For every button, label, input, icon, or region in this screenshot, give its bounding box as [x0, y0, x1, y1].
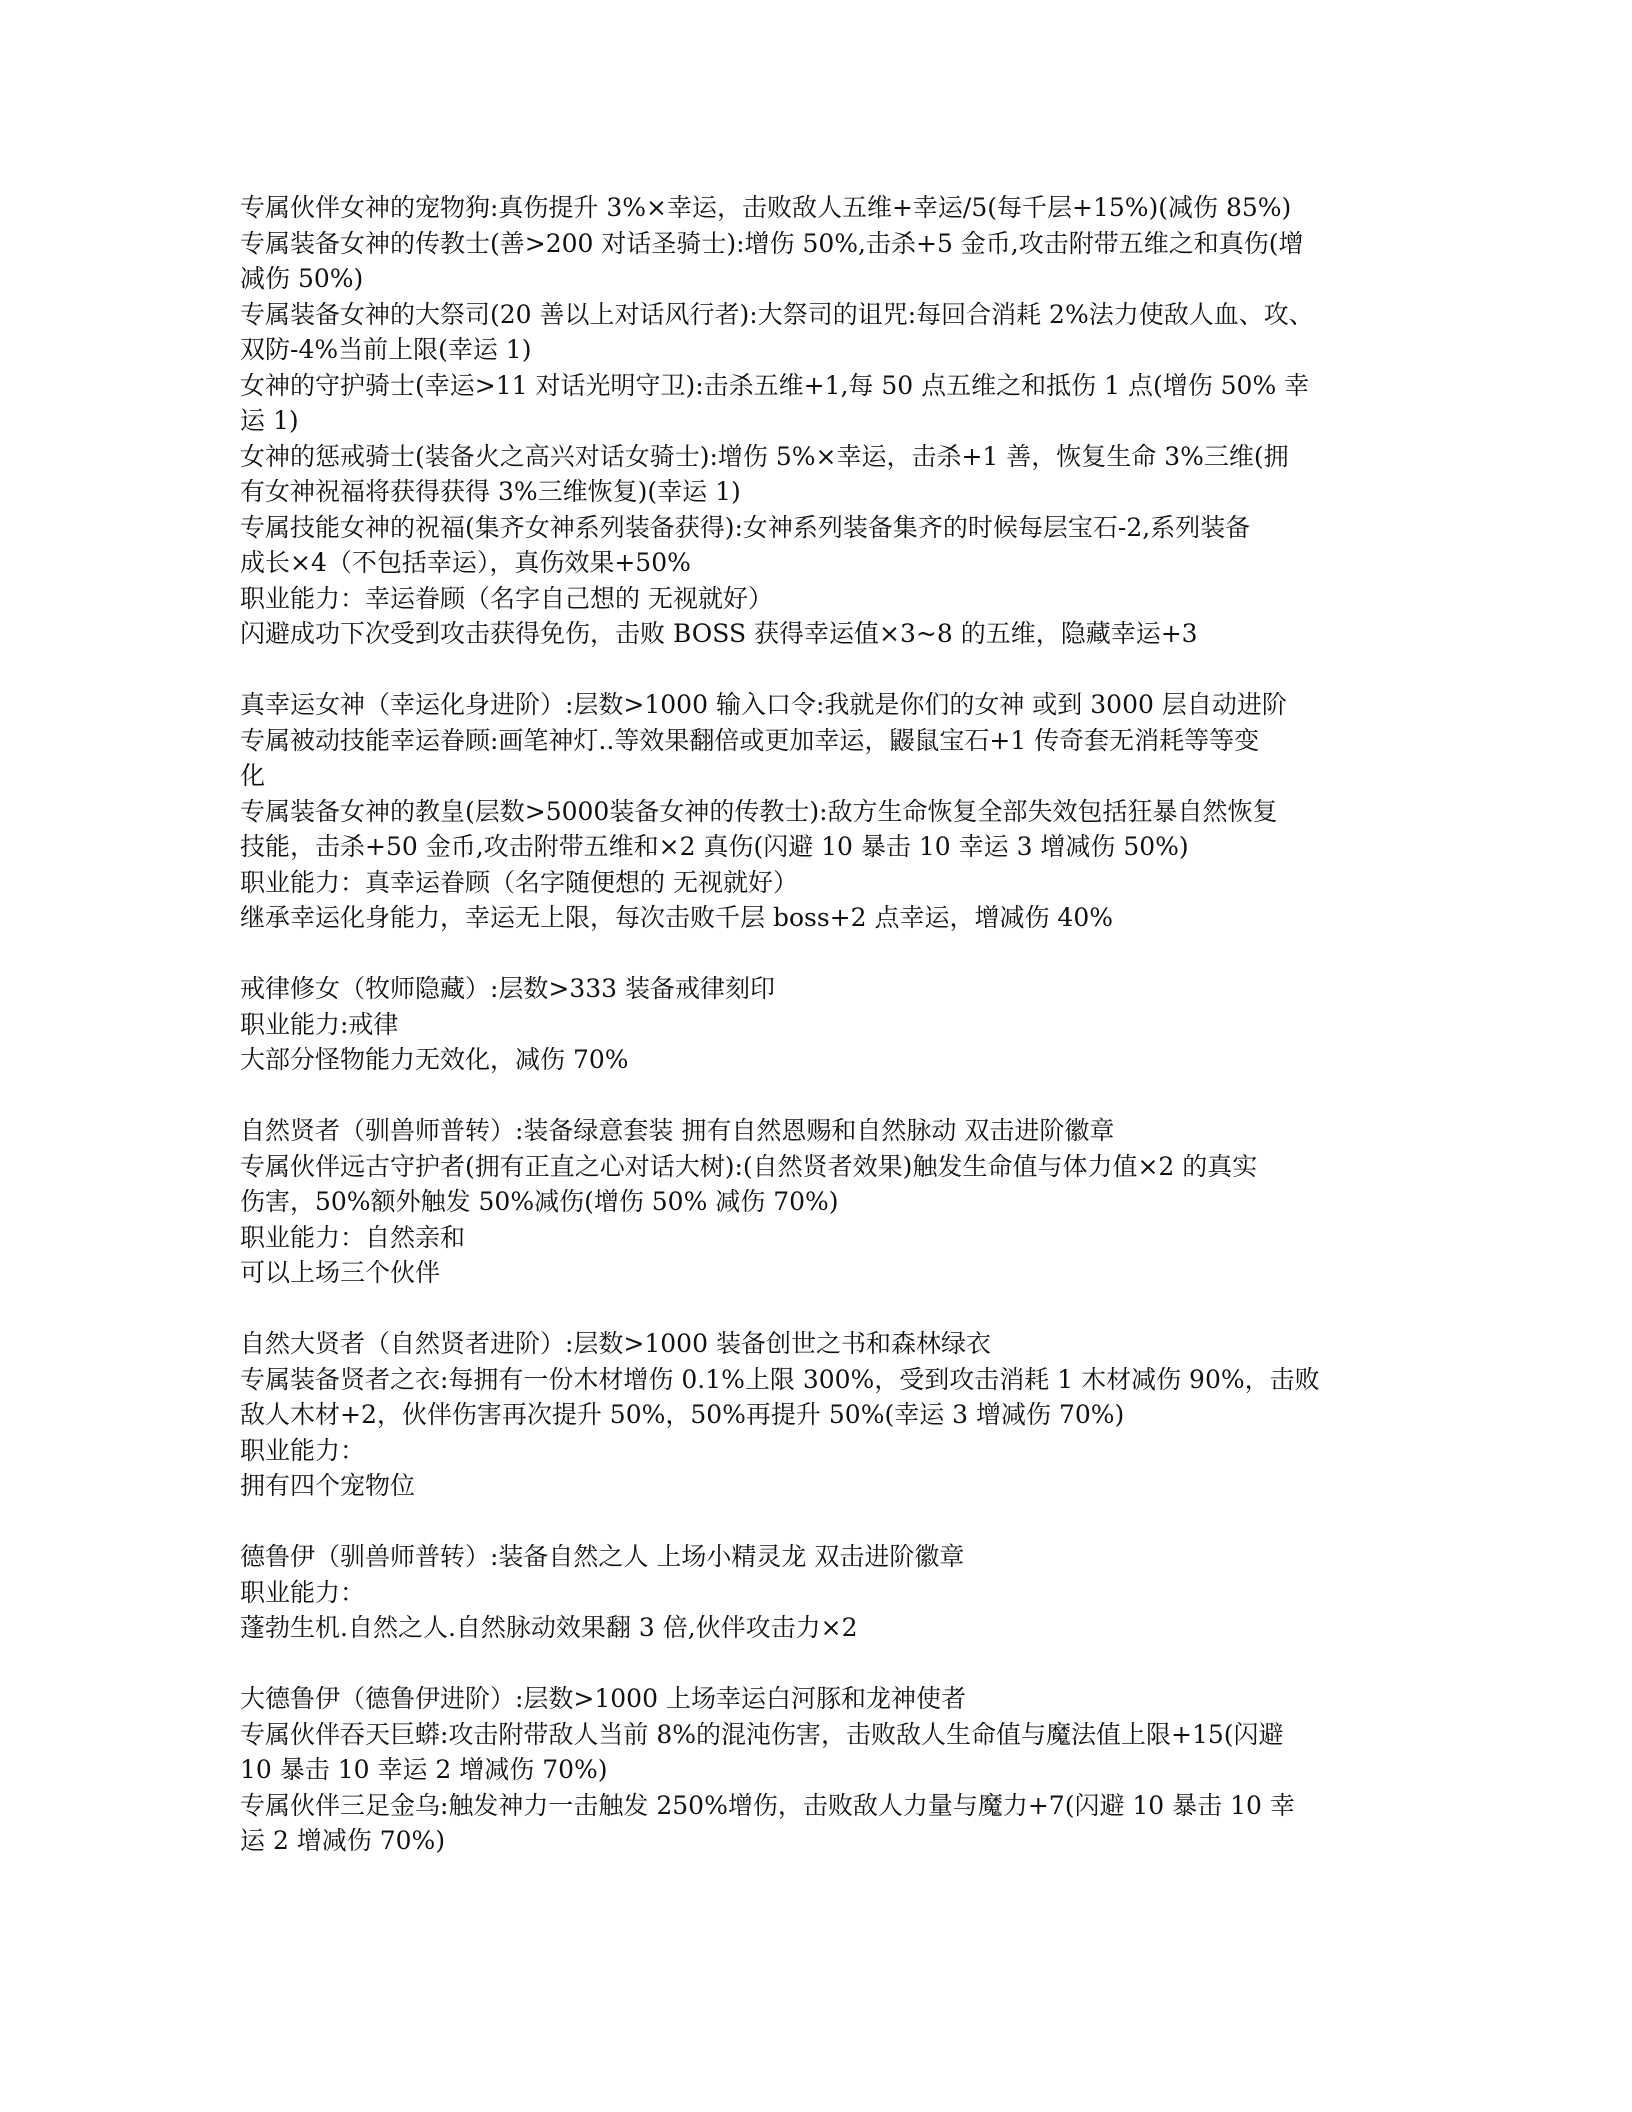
text-line: 女神的守护骑士(幸运>11 对话光明守卫):击杀五维+1,每 50 点五维之和抵伤 1 点(增伤 50% 幸: [240, 370, 1310, 400]
paragraph-gap: [240, 652, 1400, 688]
paragraph-gap: [240, 1504, 1400, 1540]
paragraph-gap: [240, 1291, 1400, 1327]
text-line: 可以上场三个伙伴: [240, 1258, 441, 1287]
text-line: 成长×4（不包括幸运），真伤效果+50%: [240, 548, 691, 577]
text-line: 继承幸运化身能力，幸运无上限，每次击败千层 boss+2 点幸运，增减伤 40%: [240, 903, 1113, 932]
text-line: 闪避成功下次受到攻击获得免伤，击败 BOSS 获得幸运值×3~8 的五维，隐藏幸运+3: [240, 619, 1198, 648]
text-line: 职业能力：真幸运眷顾（名字随便想的 无视就好）: [240, 867, 798, 897]
text-line: 职业能力：幸运眷顾（名字自己想的 无视就好）: [240, 583, 773, 613]
text-line: 拥有四个宠物位: [240, 1471, 416, 1500]
text-line: 自然贤者（驯兽师普转）:装备绿意套装 拥有自然恩赐和自然脉动 双击进阶徽章: [240, 1116, 1115, 1145]
text-line: 运 1): [240, 406, 299, 435]
text-section: [240, 1681, 1400, 1859]
document-body: [240, 190, 1400, 1859]
text-line: 德鲁伊（驯兽师普转）:装备自然之人 上场小精灵龙 双击进阶徽章: [240, 1542, 965, 1571]
text-section: [240, 190, 1400, 652]
text-line: 大部分怪物能力无效化，减伤 70%: [240, 1045, 629, 1074]
text-line: 敌人木材+2，伙伴伤害再次提升 50%，50%再提升 50%(幸运 3 增减伤 70%): [240, 1400, 1125, 1429]
text-line: 自然大贤者（自然贤者进阶）:层数>1000 装备创世之书和森林绿衣: [240, 1329, 991, 1358]
text-line: 专属装备女神的教皇(层数>5000装备女神的传教士):敌方生命恢复全部失效包括狂暴自然恢复: [240, 796, 1278, 826]
text-line: 专属装备女神的传教士(善>200 对话圣骑士):增伤 50%,击杀+5 金币,攻击附带五维之和真伤(增: [240, 228, 1304, 258]
text-line: 技能，击杀+50 金币,攻击附带五维和×2 真伤(闪避 10 暴击 10 幸运 3 增减伤 50%): [240, 832, 1189, 861]
paragraph-gap: [240, 1078, 1400, 1114]
text-line: 真幸运女神（幸运化身进阶）:层数>1000 输入口令:我就是你们的女神 或到 3000 层自动进阶: [240, 690, 1287, 719]
text-line: 职业能力:戒律: [240, 1009, 399, 1039]
text-section: [240, 687, 1400, 936]
text-line: 蓬勃生机.自然之人.自然脉动效果翻 3 倍,伙伴攻击力×2: [240, 1613, 858, 1642]
text-line: 专属技能女神的祝福(集齐女神系列装备获得):女神系列装备集齐的时候每层宝石-2,系列装备: [240, 512, 1251, 542]
text-line: 专属被动技能幸运眷顾:画笔神灯..等效果翻倍或更加幸运，鼹鼠宝石+1 传奇套无消耗等等变: [240, 725, 1260, 755]
text-line: 化: [240, 761, 266, 790]
text-line: 戒律修女（牧师隐藏）:层数>333 装备戒律刻印: [240, 974, 776, 1003]
text-line: 减伤 50%): [240, 264, 364, 293]
text-line: 伤害，50%额外触发 50%减伤(增伤 50% 减伤 70%): [240, 1187, 839, 1216]
text-line: 职业能力：: [240, 1435, 366, 1465]
text-section: [240, 971, 1400, 1078]
text-line: 职业能力：: [240, 1577, 366, 1607]
text-line: 专属伙伴远古守护者(拥有正直之心对话大树):(自然贤者效果)触发生命值与体力值×2 的真实: [240, 1151, 1258, 1181]
text-line: 专属伙伴三足金乌:触发神力一击触发 250%增伤，击败敌人力量与魔力+7(闪避 10 暴击 10 幸: [240, 1790, 1295, 1820]
text-section: [240, 1113, 1400, 1291]
text-section: [240, 1539, 1400, 1646]
text-line: 有女神祝福将获得获得 3%三维恢复)(幸运 1): [240, 477, 741, 506]
paragraph-gap: [240, 1646, 1400, 1682]
text-line: 专属装备贤者之衣:每拥有一份木材增伤 0.1%上限 300%，受到攻击消耗 1 木材减伤 90%，击败: [240, 1364, 1320, 1394]
text-line: 职业能力：自然亲和: [240, 1222, 466, 1252]
text-line: 专属伙伴女神的宠物狗:真伤提升 3%×幸运，击败敌人五维+幸运/5(每千层+15%)(减伤 85%): [240, 193, 1292, 222]
text-line: 专属伙伴吞天巨蟒:攻击附带敌人当前 8%的混沌伤害，击败敌人生命值与魔法值上限+15(闪避: [240, 1719, 1284, 1749]
text-line: 双防-4%当前上限(幸运 1): [240, 335, 532, 364]
text-section: [240, 1326, 1400, 1504]
text-line: 女神的惩戒骑士(装备火之高兴对话女骑士):增伤 5%×幸运，击杀+1 善，恢复生命 3%三维(拥: [240, 441, 1289, 471]
text-line: 大德鲁伊（德鲁伊进阶）:层数>1000 上场幸运白河豚和龙神使者: [240, 1684, 966, 1713]
text-line: 10 暴击 10 幸运 2 增减伤 70%): [240, 1755, 608, 1784]
text-line: 运 2 增减伤 70%): [240, 1826, 446, 1855]
text-line: 专属装备女神的大祭司(20 善以上对话风行者):大祭司的诅咒:每回合消耗 2%法力使敌人血、攻、: [240, 299, 1314, 329]
paragraph-gap: [240, 936, 1400, 972]
